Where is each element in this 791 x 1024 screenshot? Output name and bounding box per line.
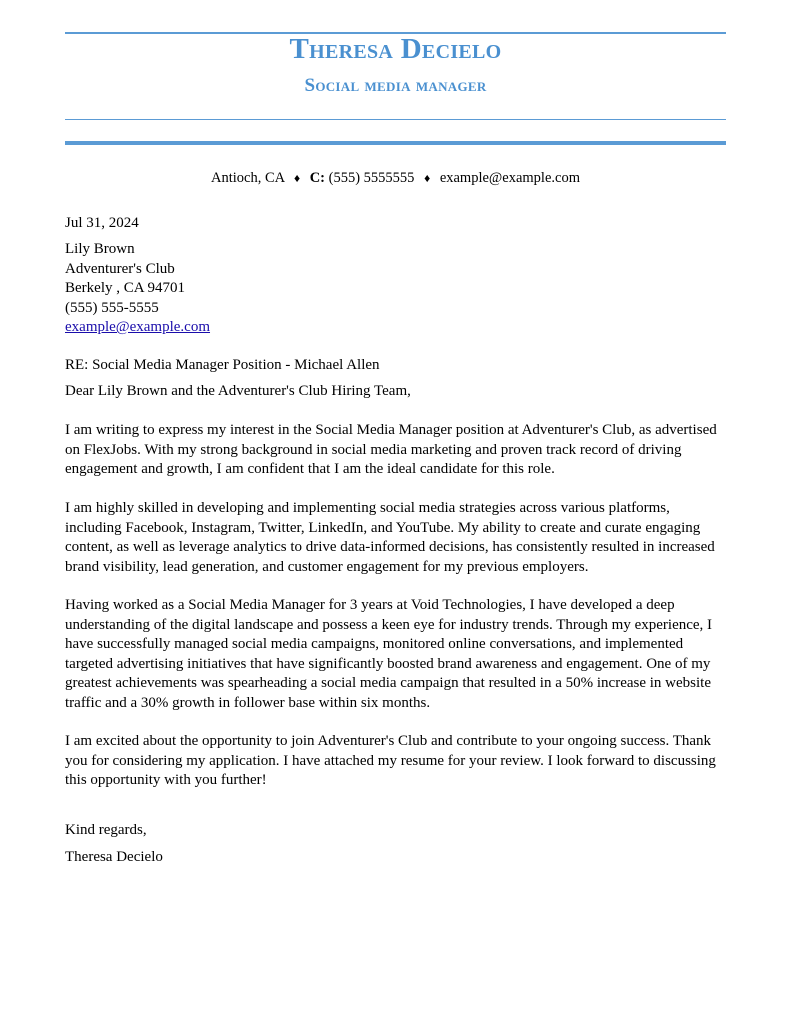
header-thick-rule [65, 141, 726, 145]
body-paragraph-1: I am writing to express my interest in the Social Media Manager position at Adventurer's Club, as advertised on FlexJobs. With my strong background in social media marketing and proven track record of driving engagement and growth, I am confident that I am the ideal candidate for this role. [65, 422, 717, 477]
body-paragraph-2: I am highly skilled in developing and implementing social media strategies across various platforms, including Facebook, Instagram, Twitter, LinkedIn, and YouTube. My ability to create and curate engaging content, as well as leverage analytics to drive data-informed decisions, has consistently resulted in increased brand visibility, lead generation, and customer engagement for my previous employers. [65, 500, 715, 575]
body-paragraph-4: I am excited about the opportunity to join Adventurer's Club and contribute to your ongoing success. Thank you for considering my application. I have attached my resume for your review. I look forward to discussing this opportunity with you further! [65, 733, 716, 788]
contact-location: Antioch, CA [211, 170, 285, 186]
recipient-address: Berkely , CA 94701 [65, 280, 185, 296]
closing: Kind regards, [65, 822, 147, 838]
diamond-separator-icon: ♦ [424, 171, 431, 185]
recipient-name: Lily Brown [65, 241, 135, 257]
contact-phone: (555) 5555555 [328, 170, 415, 186]
sender-name: Theresa Decielo [289, 33, 502, 65]
greeting: Dear Lily Brown and the Adventurer's Club Hiring Team, [65, 383, 411, 399]
recipient-email-link[interactable]: example@example.com [65, 319, 211, 335]
header-middle-rule [65, 119, 726, 120]
sender-title: Social media manager [304, 75, 487, 96]
contact-line [65, 170, 726, 187]
letter-date: Jul 31, 2024 [65, 215, 139, 231]
signature: Theresa Decielo [65, 849, 163, 865]
re-line: RE: Social Media Manager Position - Michael Allen [65, 357, 380, 373]
contact-email: example@example.com [439, 170, 580, 186]
diamond-separator-icon: ♦ [293, 171, 301, 185]
recipient-company: Adventurer's Club [65, 260, 175, 277]
recipient-phone: (555) 555-5555 [65, 299, 159, 316]
body-paragraph-3: Having worked as a Social Media Manager for 3 years at Void Technologies, I have developed a deep understanding of the digital landscape and possess a keen eye for industry trends. Through my experience, I have successfully managed social media campaigns, monitored online conversations, and implemented targeted advertising initiatives that have significantly boosted brand awareness and engagement. One of my greatest achievements was spearheading a social media campaign that resulted in a 50% increase in website traffic and a 30% growth in follower base within six months. [65, 597, 713, 711]
contact-phone-label: C: [309, 170, 326, 186]
recipient-block [65, 240, 730, 338]
